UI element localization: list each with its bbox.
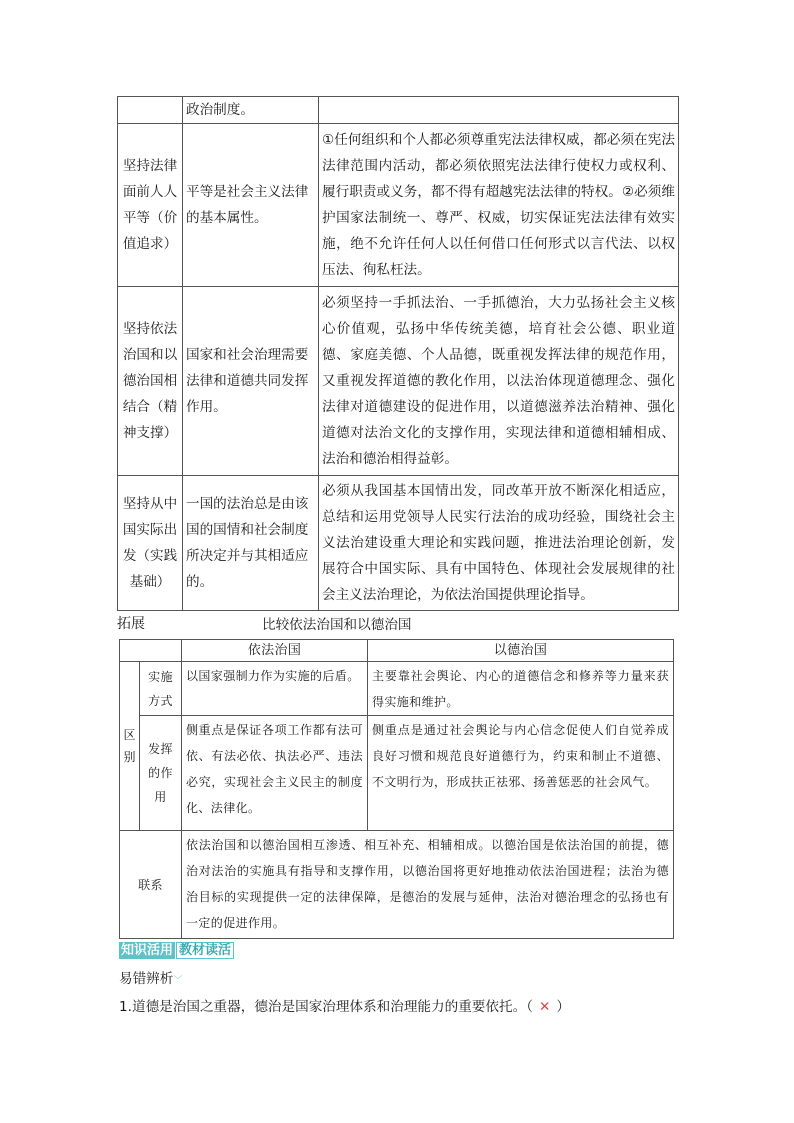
basis-cell: 平等是社会主义法律的基本属性。 xyxy=(183,124,319,287)
requirement-cell: 必须坚持一手抓法治、一手抓德治，大力弘扬社会主义核心价值观，弘扬中华传统美德，培育社会公德、职业道德、家庭美德、个人品德，既重视发挥法律的规范作用，又重视发挥道德的教化作用，以法治体现道德理念、强化法律对道德建设的促进作用，以道德滋养法治精神、强化道德对法治文化的支撑作用，实现法律和道德相辅相成、法治和德治相得益彰。 xyxy=(319,287,679,476)
question-text: 1.道德是治国之重器，德治是国家治理体系和治理能力的重要依托。（ xyxy=(119,999,533,1015)
principle-cell: 坚持法律面前人人平等（价值追求） xyxy=(118,124,183,287)
rule-of-law-cell: 侧重点是保证各项工作都有法可依、有法必依、执法必严、违法必究，实现社会主义民主的制度化、法律化。 xyxy=(182,716,368,831)
error-analysis-heading xyxy=(119,967,182,987)
connection-label: 联系 xyxy=(120,831,182,939)
requirement-cell: 必须从我国基本国情出发，同改革开放不断深化相适应，总结和运用党领导人民实行法治的成功经验，围绕社会主义法治建设重大理论和实践问题，推进法治理论创新，发展符合中国实际、具有中国特色、体现社会发展规律的社会主义法治理论，为依法治国提供理论指导。 xyxy=(319,476,679,611)
extension-label: 拓展 xyxy=(117,616,145,632)
row-label: 发挥的作用 xyxy=(140,716,182,831)
wrong-mark-icon: ✕ xyxy=(538,999,551,1015)
basis-cell: 一国的法治总是由该国的国情和社会制度所决定并与其相适应的。 xyxy=(183,476,319,611)
principles-table xyxy=(117,96,679,611)
question-close-paren: ） xyxy=(556,999,570,1015)
connection-cell: 依法治国和以德治国相互渗透、相互补充、相辅相成。以德治国是依法治国的前提，德治对法治的实施具有指导和支撑作用，以德治国将更好地推动依法治国进程；法治为德治目标的实现提供一定的法律保障，是德治的发展与延伸，法治对德治理念的弘扬也有一定的促进作用。 xyxy=(182,831,674,939)
tag-knowledge-use: 知识活用 xyxy=(121,943,174,958)
principle-cell xyxy=(118,97,183,124)
header-corner xyxy=(120,640,182,662)
requirement-cell: ①任何组织和个人都必须尊重宪法法律权威，都必须在宪法法律范围内活动，都必须依照宪法法律行使权力或权利、履行职责或义务，都不得有超越宪法法律的特权。②必须维护国家法制统一、尊严、权威，切实保证宪法法律有效实施，绝不允许任何人以任何借口任何形式以言代法、以权压法、徇私枉法。 xyxy=(319,124,679,287)
error-analysis-title: 易错辨析 xyxy=(119,971,174,987)
table-row xyxy=(118,287,679,476)
rule-of-virtue-cell: 侧重点是通过社会舆论与内心信念促使人们自觉养成良好习惯和规范良好道德行为，约束和制止不道德、不文明行为，形成扶正祛邪、扬善惩恶的社会风气。 xyxy=(368,716,674,831)
table-row xyxy=(120,662,674,716)
table-header-row xyxy=(120,640,674,662)
basis-cell: 政治制度。 xyxy=(183,97,319,124)
section-tags xyxy=(119,942,234,959)
principle-cell: 坚持依法治国和以德治国相结合（精神支撑） xyxy=(118,287,183,476)
tag-textbook-reading: 教材读活 xyxy=(176,942,234,959)
rule-of-virtue-cell: 主要靠社会舆论、内心的道德信念和修养等力量来获得实施和维护。 xyxy=(368,662,674,716)
table-row xyxy=(120,831,674,939)
chevron-down-icon: ﹀ xyxy=(173,976,183,986)
table-row xyxy=(118,97,679,124)
rule-of-law-cell: 以国家强制力作为实施的后盾。 xyxy=(182,662,368,716)
table-row xyxy=(118,124,679,287)
table-row xyxy=(118,476,679,611)
comparison-table xyxy=(119,639,674,939)
extension-title: 比较依法治国和以德治国 xyxy=(262,617,412,633)
row-label: 实施方式 xyxy=(140,662,182,716)
column-header-rule-of-law: 依法治国 xyxy=(182,640,368,662)
principle-cell: 坚持从中国实际出发（实践基础） xyxy=(118,476,183,611)
question-item xyxy=(119,995,570,1015)
difference-label-text: 区别 xyxy=(123,728,136,764)
table-row xyxy=(120,716,674,831)
column-header-rule-of-virtue: 以德治国 xyxy=(368,640,674,662)
basis-cell: 国家和社会治理需要法律和道德共同发挥作用。 xyxy=(183,287,319,476)
requirement-cell xyxy=(319,97,679,124)
difference-label xyxy=(120,662,140,831)
